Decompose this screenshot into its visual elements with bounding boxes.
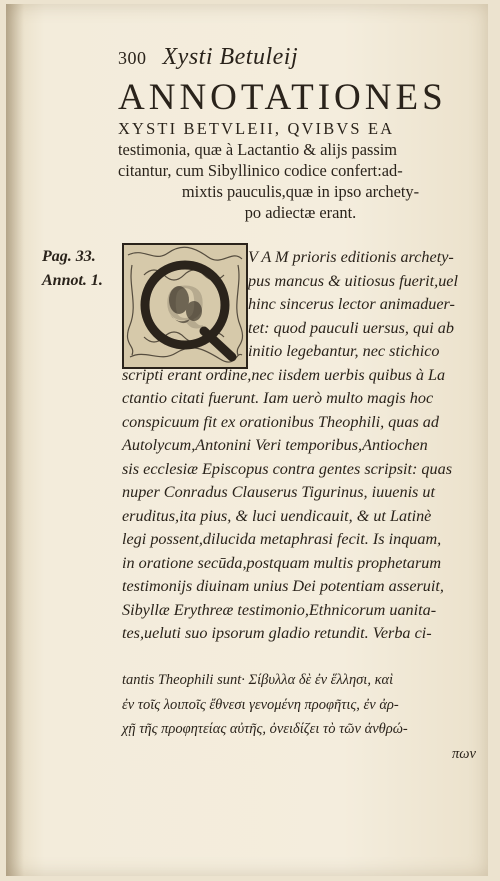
page-spine-shadow bbox=[6, 4, 24, 876]
body-line: Autolycum,Antonini Veri temporibus,Antiochen bbox=[122, 436, 428, 454]
body-line: eruditus,ita pius, & luci uendicauit, & ut Latinè bbox=[122, 506, 432, 525]
greek-first-line bbox=[122, 668, 482, 693]
subtitle-line: mixtis pauculis,quæ in ipso archety- bbox=[181, 182, 420, 201]
running-header bbox=[118, 44, 298, 71]
greek-line: ἐν τοῖς λοιποῖς ἔθνεσι γενομένη προφῆτις, ἐν ἀρ- bbox=[122, 696, 399, 713]
page-number: 300 bbox=[118, 48, 147, 68]
body-line: nuper Conradus Clauserus Tigurinus, iuuenis ut bbox=[122, 483, 435, 501]
running-title: Xysti Betuleij bbox=[162, 44, 299, 70]
subtitle-line: citantur, cum Sibyllinico codice confert:ad- bbox=[118, 161, 403, 180]
margin-note-page: Pag. 33. bbox=[42, 248, 96, 265]
body-line: legi possent,dilucida metaphrasi fecit. Is inquam, bbox=[122, 530, 442, 548]
subtitle-line: testimonia, quæ à Lactantio & alijs passim bbox=[118, 140, 398, 159]
margin-note-annotation: Annot. 1. bbox=[42, 272, 103, 289]
body-line: Sibyllæ Erythreæ testimonio,Ethnicorum uanita- bbox=[122, 600, 437, 619]
body-line: ctantio citati fuerunt. Iam uerò multo magis hoc bbox=[122, 389, 434, 407]
body-line: tantis Theophili sunt· bbox=[122, 672, 245, 688]
body-line: tes,ueluti suo ipsorum gladio retundit. Verba ci- bbox=[122, 624, 432, 642]
body-line: conspicuum fit ex orationibus Theophili, quas ad bbox=[122, 412, 439, 431]
greek-inline: Σίβυλλα δὲ ἐν ἕλλησι, καὶ bbox=[248, 672, 394, 688]
body-line: V A M prioris editionis archety- bbox=[248, 248, 454, 266]
body-line: tet: quod pauculi uersus, qui ab bbox=[248, 318, 454, 337]
initial-glyph: Q bbox=[164, 275, 206, 332]
body-line: initio legebantur, nec stichico bbox=[248, 342, 440, 360]
body-line: hinc sincerus lector animaduer- bbox=[248, 295, 455, 313]
greek-line: χῇ τῆς προφητείας αὐτῆς, ὀνειδίζει τὸ τῶν ἀνθρώ- bbox=[122, 721, 408, 737]
body-line: testimonijs diuinam unius Dei potentiam asseruit, bbox=[122, 577, 444, 595]
section-title: ANNOTATIONES bbox=[118, 77, 447, 118]
body-line: scripti erant ordine,nec iisdem uerbis quibus à La bbox=[122, 365, 446, 384]
body-line: in oratione secūda,postquam multis prophetarum bbox=[122, 553, 442, 572]
subtitle-line: po adiectæ erant. bbox=[244, 203, 357, 222]
greek-quotation bbox=[122, 668, 482, 766]
body-line: pus mancus & uitiosus fuerit,uel bbox=[248, 271, 458, 290]
subtitle-line: XYSTI BETVLEII, QVIBVS EA bbox=[118, 119, 395, 138]
section-subtitle bbox=[118, 118, 483, 223]
greek-line: πων bbox=[452, 745, 476, 762]
body-line: sis ecclesiæ Episcopus contra gentes scripsit: quas bbox=[122, 459, 453, 478]
book-page bbox=[6, 4, 488, 876]
annotation-body bbox=[122, 246, 482, 646]
